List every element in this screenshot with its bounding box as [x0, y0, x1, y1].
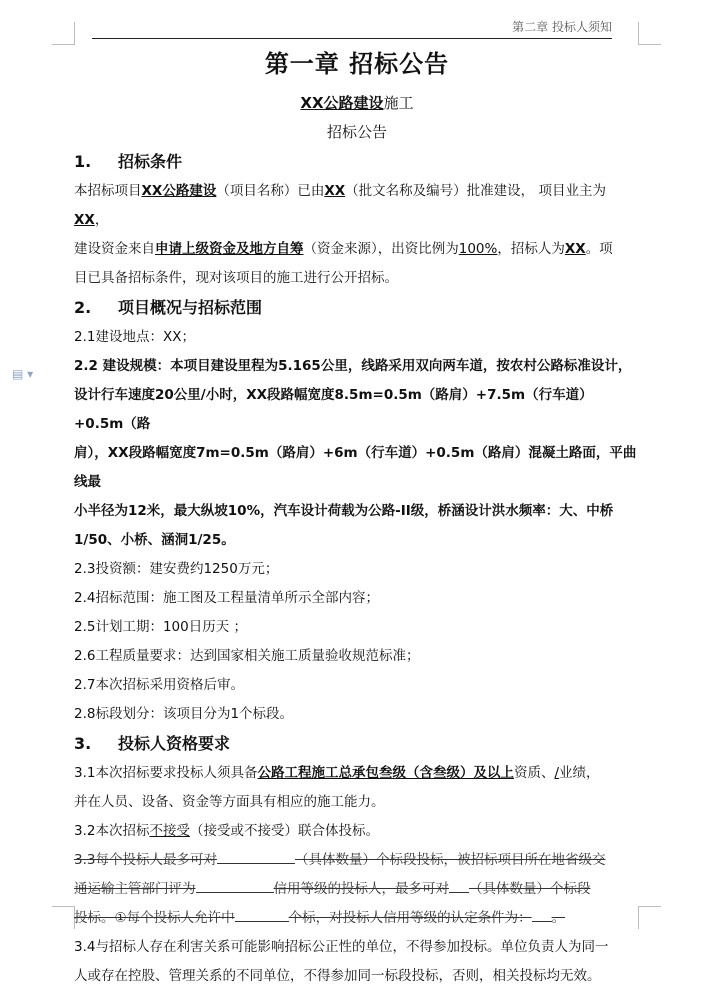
- crop-mark-top-right: [638, 22, 661, 45]
- section-1-paragraph: 本招标项目XX公路建设（项目名称）已由XX（批文名称及编号）批准建设， 项目业主为XX， 建设资金来自申请上级资金及地方自筹（资金来源），出资比例为100%，招标人为XX。项 目已具备招标条件，现对该项目的施工进行公开招标。: [74, 183, 613, 286]
- page-header: 第二章 投标人须知: [92, 18, 612, 39]
- item-3-3: 3.3每个投标人最多可对 （具体数量）个标段投标，被招标项目所在地省级交 通运输主管部门评为 信用等级的投标人，最多可对 （具体数量）个标段 投标。①每个投标人允许中 个标，对投标人信用等级的认定条件为： 。: [74, 852, 606, 926]
- item-2-4: 2.4招标范围：施工图及工程量清单所示全部内容；: [74, 590, 379, 606]
- item-3-1: 3.1本次招标要求投标人须具备公路工程施工总承包叁级（含叁级）及以上资质、/业绩， 并在人员、设备、资金等方面具有相应的施工能力。: [74, 765, 600, 810]
- document-body: [74, 40, 640, 991]
- announcement-title: 招标公告: [326, 123, 387, 141]
- project-title: [74, 89, 640, 118]
- item-2-5: 2.5计划工期：100日历天 ；: [74, 619, 248, 635]
- project-title-suffix: 施工: [383, 94, 414, 112]
- section-number: 1.: [74, 152, 92, 171]
- section-heading-2: [74, 293, 640, 323]
- crop-mark-bottom-left: [52, 906, 75, 929]
- item-2-7: 2.7本次招标采用资格后审。: [74, 677, 244, 693]
- project-name: XX公路建设: [300, 94, 384, 112]
- item-3-2: 3.2本次招标不接受（接受或不接受）联合体投标。: [74, 823, 379, 839]
- chapter-title: 第一章 招标公告: [264, 49, 450, 78]
- item-2-1: 2.1建设地点：XX；: [74, 329, 195, 345]
- item-2-8: 2.8标段划分：该项目分为1个标段。: [74, 706, 294, 722]
- document-icon[interactable]: ▤ ▾: [12, 367, 34, 381]
- item-2-6: 2.6工程质量要求：达到国家相关施工质量验收规范标准；: [74, 648, 420, 664]
- item-2-3: 2.3投资额：建安费约1250万元；: [74, 561, 279, 577]
- section-number: 2.: [74, 298, 92, 317]
- section-number: 3.: [74, 734, 92, 753]
- section-heading-1: [74, 147, 640, 177]
- item-2-2: 2.2 建设规模：本项目建设里程为5.165公里，线路采用双向两车道，按农村公路标准设计， 设计行车速度20公里/小时，XX段路幅宽度8.5m=0.5m（路肩）+7.5m（行车道）+0.5m（路 肩），XX段路幅宽度7m=0.5m（路肩）+6m（行车道）+0.5m（路肩）混凝土路面，平曲线最 小半径为12米，最大纵坡10%，汽车设计荷载为公路-II级，桥涵设计洪水频率：大、中桥 1/50、小桥、涵洞1/25。: [74, 358, 637, 548]
- item-3-4: 3.4与招标人存在利害关系可能影响招标公正性的单位，不得参加投标。单位负责人为同一 人或存在控股、管理关系的不同单位，不得参加同一标段投标，否则，相关投标均无效。: [74, 939, 609, 984]
- crop-mark-top-left: [52, 22, 75, 45]
- section-title: 投标人资格要求: [118, 734, 231, 753]
- section-heading-3: [74, 729, 640, 759]
- crop-mark-bottom-right: [638, 906, 661, 929]
- section-title: 招标条件: [118, 152, 183, 171]
- section-title: 项目概况与招标范围: [118, 298, 263, 317]
